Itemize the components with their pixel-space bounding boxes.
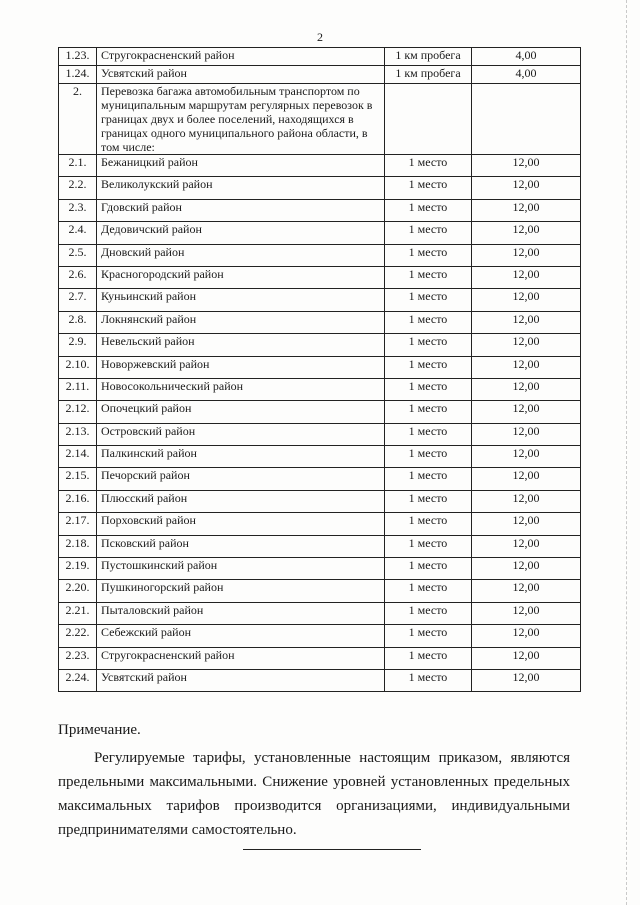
table-row: [59, 535, 581, 557]
row-unit: 1 место: [385, 334, 472, 356]
table-row: [59, 401, 581, 423]
row-name: Невельский район: [97, 334, 385, 356]
note-text: Регулируемые тарифы, установленные настоящим приказом, являются предельными максимальными. Снижение уровней установленных предельных максимальных тарифов производится организациями, индивидуальными предпринимателями самостоятельно.: [58, 750, 570, 838]
row-number: 2.16.: [59, 490, 97, 512]
table-row: [59, 244, 581, 266]
row-price: 12,00: [472, 289, 581, 311]
row-name: Куньинский район: [97, 289, 385, 311]
row-price: 12,00: [472, 602, 581, 624]
row-number: 2.: [59, 84, 97, 155]
table-row: [59, 625, 581, 647]
row-name: Дедовичский район: [97, 222, 385, 244]
row-price: 4,00: [472, 66, 581, 84]
table-row: [59, 446, 581, 468]
row-name: Порховский район: [97, 513, 385, 535]
row-name: Плюсский район: [97, 490, 385, 512]
row-price: 12,00: [472, 401, 581, 423]
row-name: Бежаницкий район: [97, 155, 385, 177]
row-number: 2.8.: [59, 311, 97, 333]
row-unit: [385, 84, 472, 155]
page-number: 2: [317, 30, 323, 44]
row-number: 1.23.: [59, 48, 97, 66]
tariff-table: [58, 47, 581, 692]
row-name: Палкинский район: [97, 446, 385, 468]
row-price: 12,00: [472, 334, 581, 356]
row-name: Себежский район: [97, 625, 385, 647]
end-divider: [243, 849, 421, 850]
row-name: Островский район: [97, 423, 385, 445]
row-price: 12,00: [472, 378, 581, 400]
table-row: [59, 48, 581, 66]
row-number: 2.11.: [59, 378, 97, 400]
table-row: [59, 311, 581, 333]
row-unit: 1 место: [385, 558, 472, 580]
row-unit: 1 км пробега: [385, 66, 472, 84]
row-name: Перевозка багажа автомобильным транспортом по муниципальным маршрутам регулярных перевозок в границах двух и более поселений, находящихся в границах одного муниципального района области, в том числе:: [97, 84, 385, 155]
row-name: Великолукский район: [97, 177, 385, 199]
row-unit: 1 место: [385, 311, 472, 333]
row-price: 12,00: [472, 647, 581, 669]
row-unit: 1 место: [385, 647, 472, 669]
row-unit: 1 место: [385, 513, 472, 535]
row-number: 2.20.: [59, 580, 97, 602]
row-unit: 1 место: [385, 266, 472, 288]
table-row: [59, 423, 581, 445]
row-unit: 1 место: [385, 669, 472, 691]
tariff-table-body: [59, 48, 581, 692]
row-price: 4,00: [472, 48, 581, 66]
table-row: [59, 669, 581, 691]
row-price: 12,00: [472, 356, 581, 378]
table-row: [59, 66, 581, 84]
row-number: 2.19.: [59, 558, 97, 580]
row-number: 2.10.: [59, 356, 97, 378]
row-price: 12,00: [472, 177, 581, 199]
row-number: 2.5.: [59, 244, 97, 266]
row-price: 12,00: [472, 558, 581, 580]
table-row: [59, 155, 581, 177]
row-name: Усвятский район: [97, 669, 385, 691]
table-row: [59, 177, 581, 199]
row-price: 12,00: [472, 625, 581, 647]
row-number: 2.15.: [59, 468, 97, 490]
table-row: [59, 490, 581, 512]
table-row: [59, 222, 581, 244]
row-number: 2.9.: [59, 334, 97, 356]
row-unit: 1 место: [385, 244, 472, 266]
row-number: 2.23.: [59, 647, 97, 669]
row-name: Дновский район: [97, 244, 385, 266]
row-name: Гдовский район: [97, 199, 385, 221]
row-number: 2.7.: [59, 289, 97, 311]
table-row: [59, 602, 581, 624]
row-name: Пушкиногорский район: [97, 580, 385, 602]
row-number: 2.1.: [59, 155, 97, 177]
row-price: 12,00: [472, 199, 581, 221]
row-number: 2.13.: [59, 423, 97, 445]
row-number: 2.2.: [59, 177, 97, 199]
table-row: [59, 334, 581, 356]
row-unit: 1 место: [385, 602, 472, 624]
row-unit: 1 место: [385, 356, 472, 378]
table-row: [59, 647, 581, 669]
table-row: [59, 356, 581, 378]
table-row: [59, 378, 581, 400]
row-unit: 1 место: [385, 155, 472, 177]
row-price: 12,00: [472, 266, 581, 288]
row-unit: 1 место: [385, 289, 472, 311]
row-price: 12,00: [472, 244, 581, 266]
row-price: 12,00: [472, 311, 581, 333]
row-number: 1.24.: [59, 66, 97, 84]
row-name: Пустошкинский район: [97, 558, 385, 580]
row-name: Новосокольнический район: [97, 378, 385, 400]
row-name: Пыталовский район: [97, 602, 385, 624]
row-unit: 1 км пробега: [385, 48, 472, 66]
row-price: 12,00: [472, 669, 581, 691]
row-number: 2.12.: [59, 401, 97, 423]
row-price: 12,00: [472, 423, 581, 445]
row-number: 2.17.: [59, 513, 97, 535]
row-price: 12,00: [472, 446, 581, 468]
table-row: [59, 558, 581, 580]
row-number: 2.24.: [59, 669, 97, 691]
row-unit: 1 место: [385, 222, 472, 244]
row-name: Опочецкий район: [97, 401, 385, 423]
row-unit: 1 место: [385, 199, 472, 221]
table-row: [59, 513, 581, 535]
row-price: 12,00: [472, 535, 581, 557]
row-unit: 1 место: [385, 423, 472, 445]
row-unit: 1 место: [385, 490, 472, 512]
row-unit: 1 место: [385, 580, 472, 602]
row-price: 12,00: [472, 222, 581, 244]
table-row: [59, 199, 581, 221]
table-row: [59, 84, 581, 155]
row-number: 2.4.: [59, 222, 97, 244]
row-price: 12,00: [472, 490, 581, 512]
row-number: 2.18.: [59, 535, 97, 557]
row-name: Локнянский район: [97, 311, 385, 333]
note-title: Примечание.: [58, 722, 141, 738]
row-number: 2.14.: [59, 446, 97, 468]
row-unit: 1 место: [385, 625, 472, 647]
row-price: [472, 84, 581, 155]
table-row: [59, 266, 581, 288]
row-price: 12,00: [472, 155, 581, 177]
row-unit: 1 место: [385, 468, 472, 490]
row-number: 2.22.: [59, 625, 97, 647]
row-price: 12,00: [472, 513, 581, 535]
row-price: 12,00: [472, 468, 581, 490]
row-unit: 1 место: [385, 401, 472, 423]
row-unit: 1 место: [385, 446, 472, 468]
row-name: Новоржевский район: [97, 356, 385, 378]
row-number: 2.6.: [59, 266, 97, 288]
row-name: Усвятский район: [97, 66, 385, 84]
row-name: Красногородский район: [97, 266, 385, 288]
row-name: Стругокрасненский район: [97, 48, 385, 66]
row-number: 2.21.: [59, 602, 97, 624]
row-number: 2.3.: [59, 199, 97, 221]
row-name: Печорский район: [97, 468, 385, 490]
table-row: [59, 580, 581, 602]
row-name: Стругокрасненский район: [97, 647, 385, 669]
row-unit: 1 место: [385, 378, 472, 400]
scan-margin-line: [626, 0, 627, 905]
table-row: [59, 289, 581, 311]
row-unit: 1 место: [385, 177, 472, 199]
row-unit: 1 место: [385, 535, 472, 557]
row-name: Псковский район: [97, 535, 385, 557]
table-row: [59, 468, 581, 490]
row-price: 12,00: [472, 580, 581, 602]
